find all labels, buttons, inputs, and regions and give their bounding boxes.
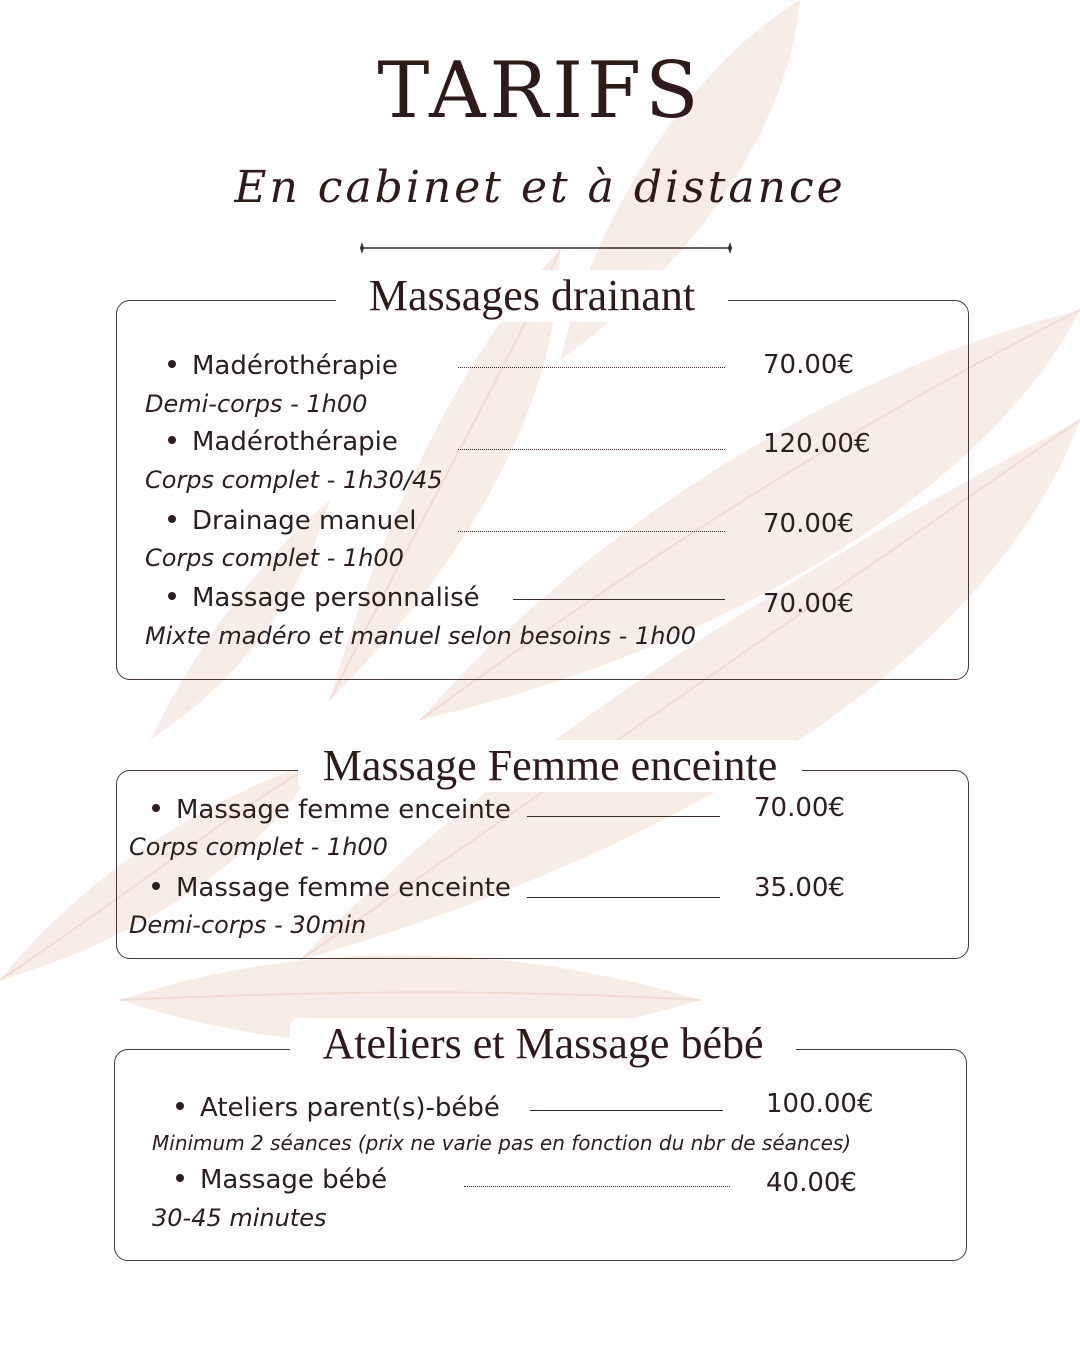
item-description: 30-45 minutes [152,1204,327,1232]
item-price: 35.00€ [754,873,845,903]
leader-line [530,1110,723,1111]
item-description: Mixte madéro et manuel selon besoins - 1h00 [145,622,696,650]
item-price: 40.00€ [766,1168,857,1198]
leader-line [527,897,720,898]
bullet-icon [168,515,176,523]
bullet-icon [152,882,160,890]
bullet-icon [176,1102,184,1110]
header-divider [356,240,736,256]
list-item-name: Ateliers parent(s)-bébé [176,1095,500,1121]
item-price: 70.00€ [763,589,854,619]
bullet-icon [168,360,176,368]
item-price: 70.00€ [754,793,845,823]
leader-line [458,367,725,368]
page-subtitle: En cabinet et à distance [234,162,846,213]
list-item-name: Massage bébé [176,1167,387,1193]
leader-line [464,1186,730,1187]
item-price: 100.00€ [766,1089,874,1119]
item-description: Corps complet - 1h30/45 [145,466,443,494]
item-price: 70.00€ [763,509,854,539]
item-description: Corps complet - 1h00 [145,544,404,572]
list-item-name: Madérothérapie [168,353,398,379]
list-item-name: Madérothérapie [168,429,398,455]
list-item-name: Massage femme enceinte [152,797,511,823]
section-title-massages-drainant: Massages drainant [336,270,728,322]
bullet-icon [152,804,160,812]
list-item-name: Massage personnalisé [168,585,480,611]
page-title: TARIFS [377,46,703,136]
item-price: 70.00€ [763,350,854,380]
section-title-massage-femme-enceinte: Massage Femme enceinte [298,740,802,792]
item-description: Minimum 2 séances (prix ne varie pas en fonction du nbr de séances) [152,1131,852,1155]
leader-line [458,449,725,450]
list-item-name: Drainage manuel [168,508,416,534]
bullet-icon [168,436,176,444]
bullet-icon [176,1174,184,1182]
leader-line [458,531,725,532]
leader-line [527,816,720,817]
bullet-icon [168,592,176,600]
list-item-name: Massage femme enceinte [152,875,511,901]
item-description: Corps complet - 1h00 [129,833,388,861]
section-title-ateliers-massage-bebe: Ateliers et Massage bébé [290,1018,796,1070]
item-description: Demi-corps - 1h00 [145,390,368,418]
item-description: Demi-corps - 30min [129,911,367,939]
leader-line [513,599,725,600]
item-price: 120.00€ [763,429,871,459]
